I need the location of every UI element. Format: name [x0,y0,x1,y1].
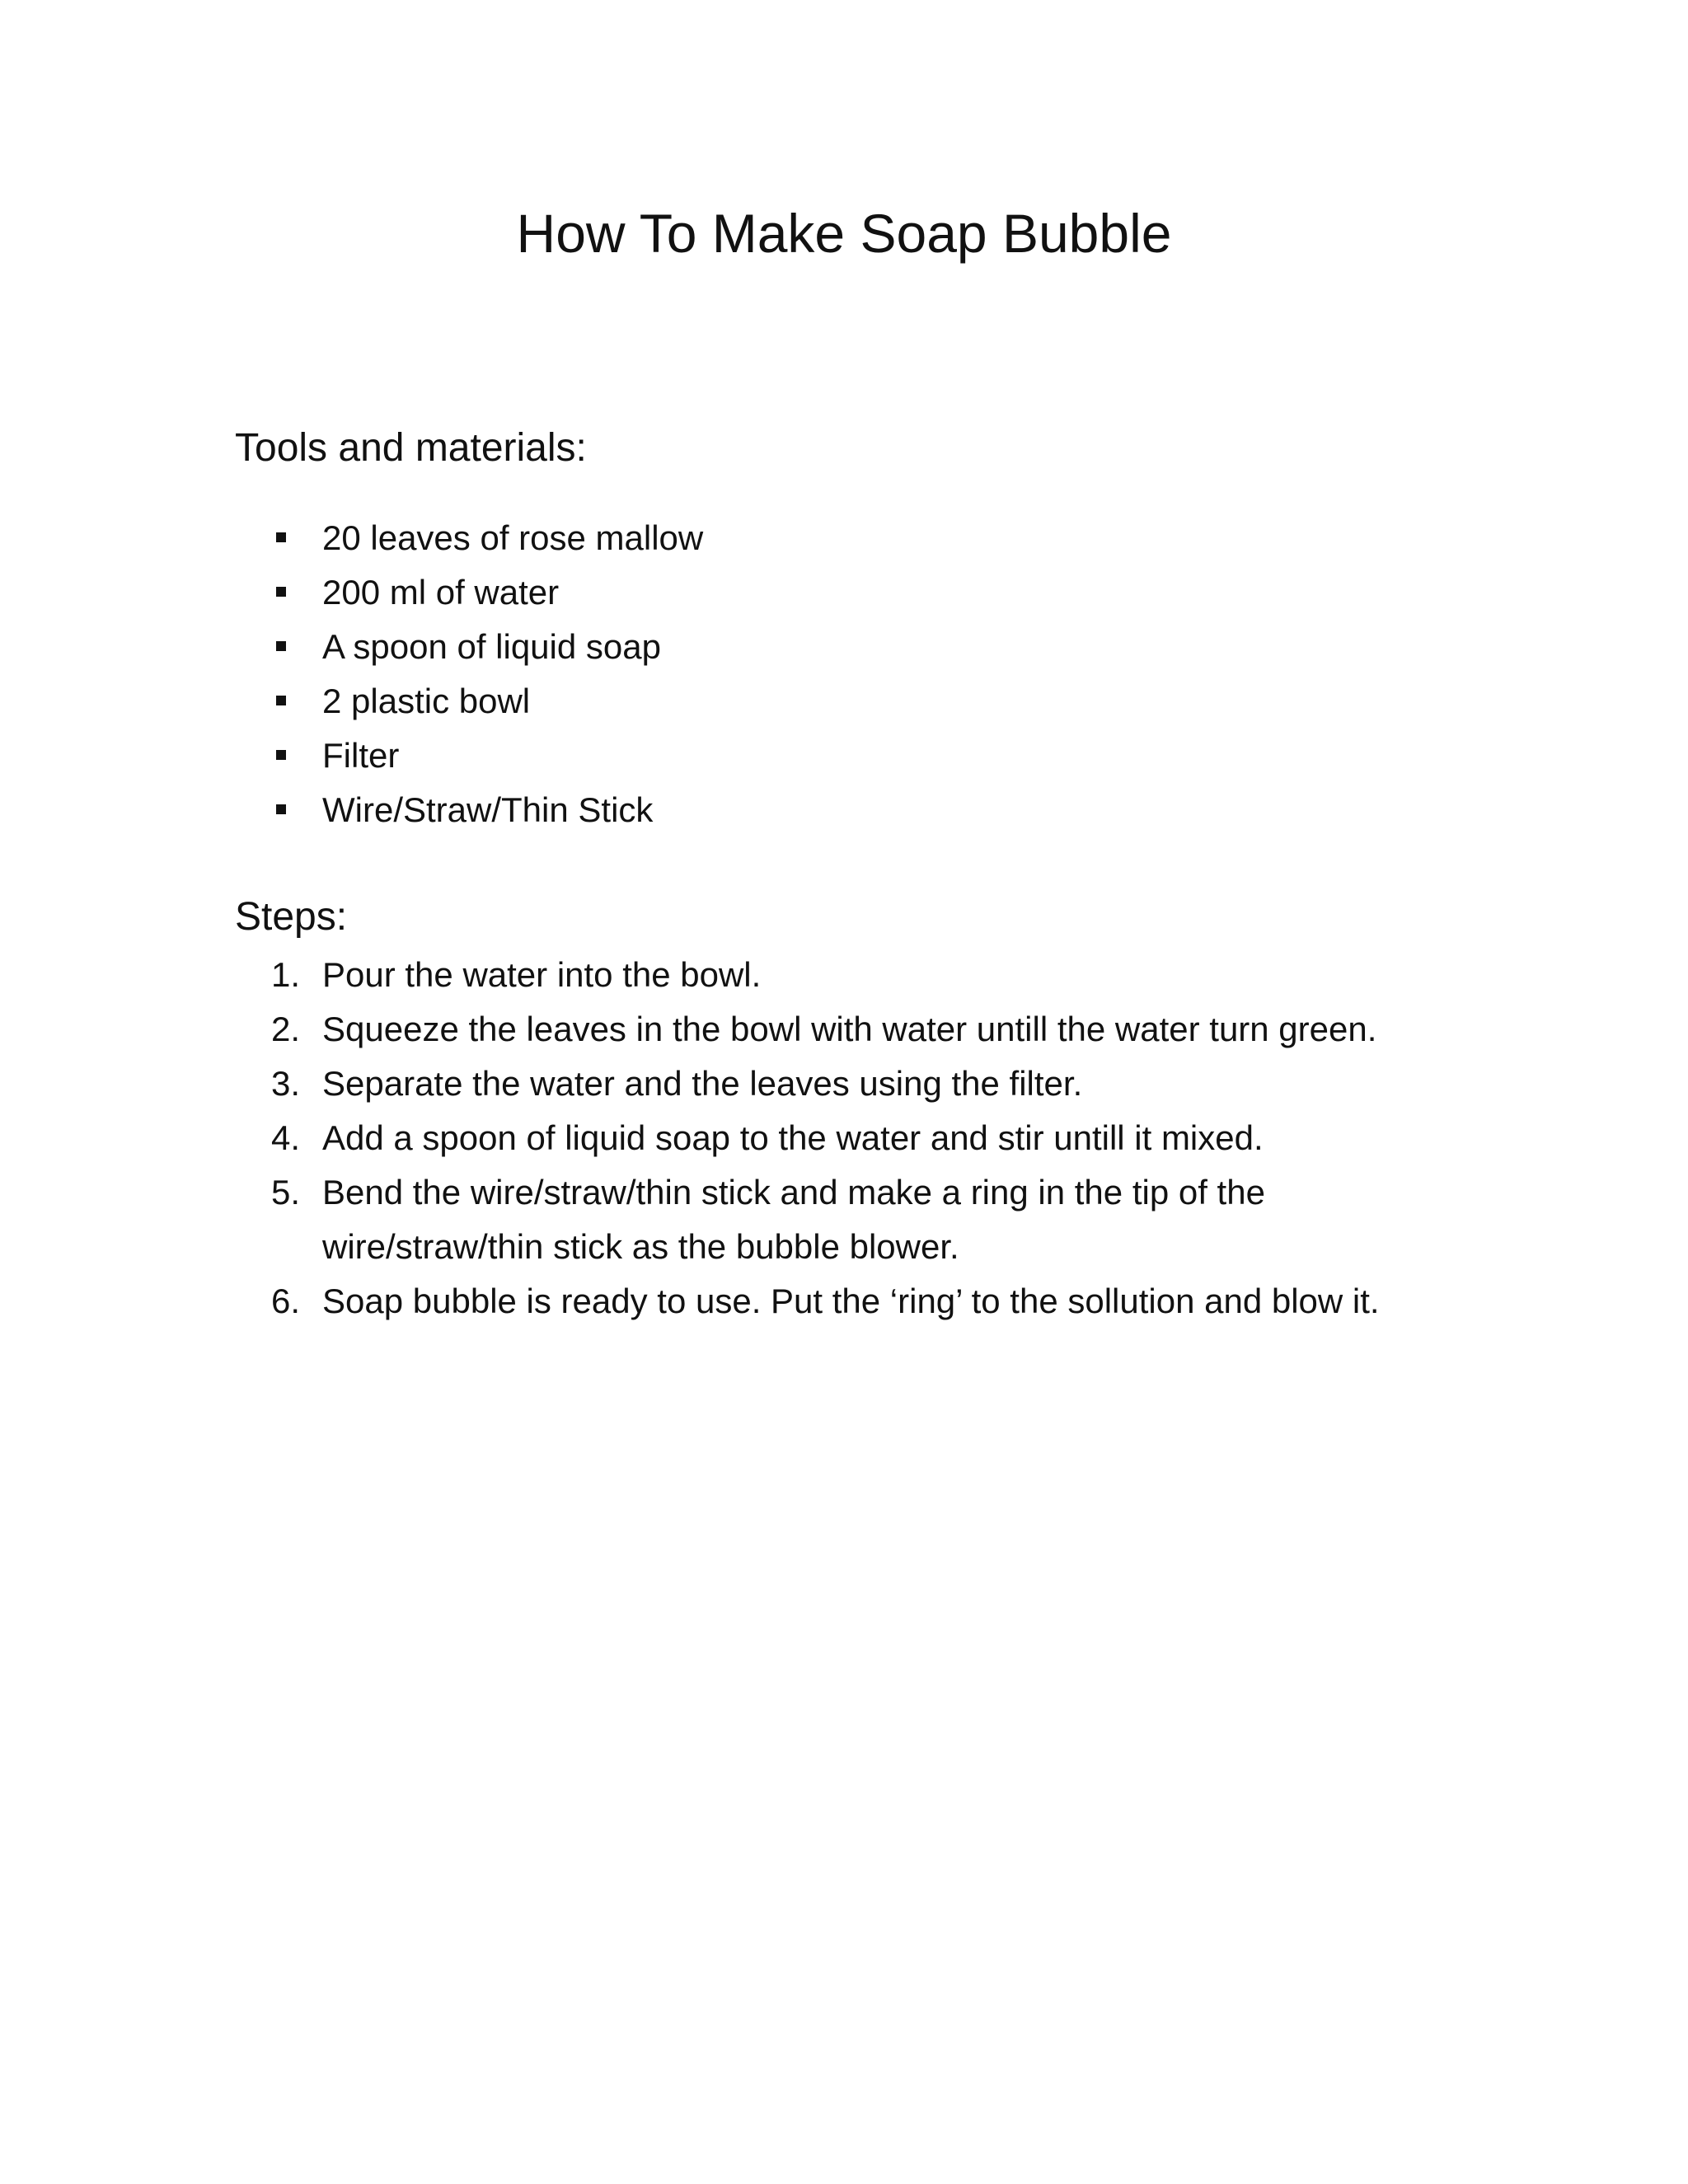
list-item [235,1274,1595,1329]
step-text: Bend the wire/straw/thin stick and make a ring in the tip of the wire/straw/thin stick as the bubble blower. [322,1173,1265,1266]
list-item [235,948,1595,1002]
tools-list [235,511,1554,837]
step-number: 3. [271,1064,301,1103]
step-number: 6. [271,1282,301,1320]
square-bullet-icon [276,587,286,597]
tool-label: Filter [322,736,400,775]
step-number: 2. [271,1010,301,1048]
tool-label: 200 ml of water [322,573,560,612]
step-number: 4. [271,1118,301,1157]
tool-label: 2 plastic bowl [322,682,531,720]
step-text: Soap bubble is ready to use. Put the ‘ring’ to the sollution and blow it. [322,1282,1380,1320]
list-item [235,1111,1595,1165]
list-item [235,565,1554,620]
list-item [235,1057,1595,1111]
tools-heading: Tools and materials: [235,426,587,470]
step-text: Pour the water into the bowl. [322,955,762,994]
list-item [235,729,1554,783]
list-item [235,511,1554,565]
square-bullet-icon [276,641,286,651]
steps-heading: Steps: [235,895,348,939]
square-bullet-icon [276,532,286,542]
tool-label: 20 leaves of rose mallow [322,518,704,557]
step-text: Add a spoon of liquid soap to the water and stir untill it mixed. [322,1118,1264,1157]
list-item [235,674,1554,729]
step-number: 1. [271,955,301,994]
list-item [235,620,1554,674]
steps-list [235,948,1595,1329]
tool-label: A spoon of liquid soap [322,627,661,666]
square-bullet-icon [276,804,286,814]
square-bullet-icon [276,750,286,760]
page-title: How To Make Soap Bubble [516,203,1172,264]
step-text: Squeeze the leaves in the bowl with water untill the water turn green. [322,1010,1377,1048]
list-item [235,1002,1595,1057]
step-number: 5. [271,1173,301,1212]
list-item [235,783,1554,837]
list-item [235,1165,1595,1274]
square-bullet-icon [276,696,286,705]
step-text: Separate the water and the leaves using the filter. [322,1064,1083,1103]
tool-label: Wire/Straw/Thin Stick [322,790,654,829]
